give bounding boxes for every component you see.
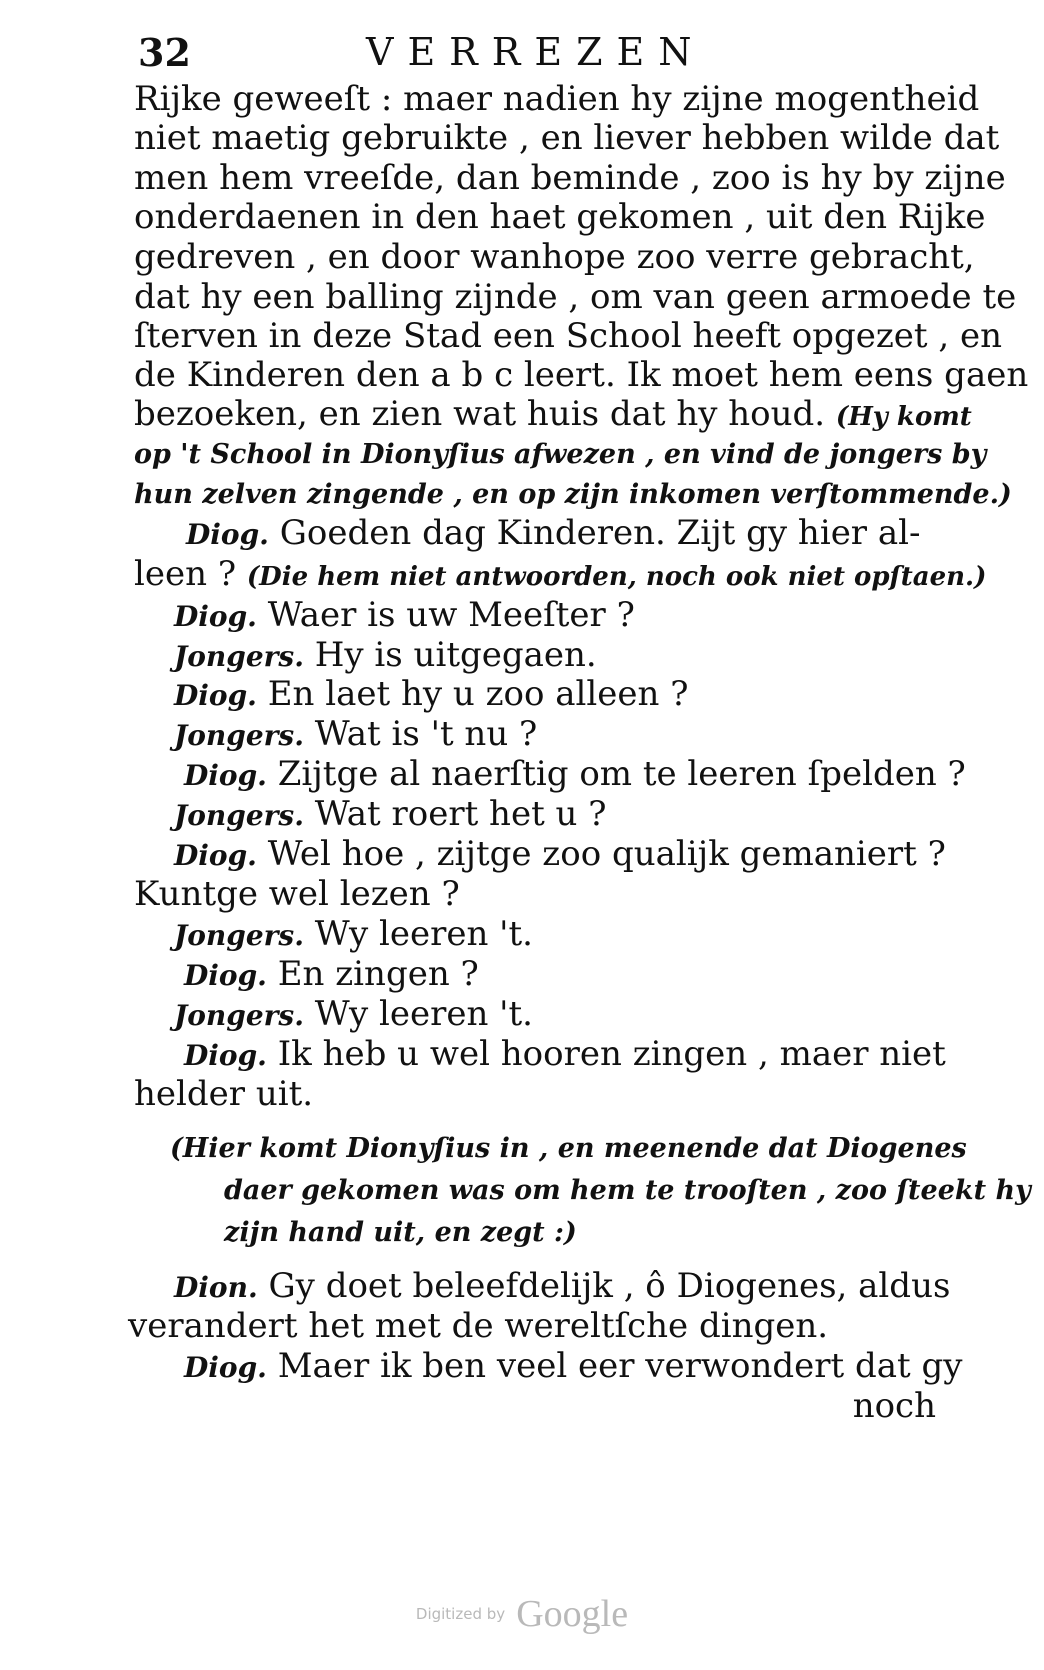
speaker-name: Diog. <box>174 839 257 872</box>
dialogue-line <box>0 913 1044 957</box>
text-line: onderdaenen in den haet gekomen , uit den Rijke <box>134 197 986 237</box>
stage-direction: (Die hem niet antwoorden, noch ook niet opſtaen.) <box>246 562 987 592</box>
speaker-name: Diog. <box>184 1039 267 1072</box>
stage-direction: zijn hand uit, en zegt :) <box>224 1217 577 1248</box>
speaker-name: Jongers. <box>174 919 304 952</box>
speaker-name: Diog. <box>186 518 269 551</box>
text-line: Rijke geweeſt : maer nadien hy zijne mogentheid <box>134 79 980 119</box>
running-title: VERREZEN <box>366 30 706 74</box>
speech-text: Wat is 't nu ? <box>314 714 538 754</box>
dialogue-line <box>0 673 1044 717</box>
dialogue-line <box>0 953 1044 997</box>
dialogue-line <box>0 553 1044 598</box>
speech-text: Maer ik ben veel eer verwondert dat gy <box>277 1346 963 1386</box>
stage-direction: hun zelven zingende , en op zijn inkomen verſtommende.) <box>134 479 1012 510</box>
dialogue-line <box>0 1265 1044 1309</box>
dialogue-line: Kuntge wel lezen ? <box>134 874 460 914</box>
text-line: niet maetig gebruikte , en liever hebben wilde dat <box>134 118 1000 158</box>
stage-direction: op 't School in Dionyſius afwezen , en vind de jongers by <box>134 439 987 470</box>
text-fragment: bezoeken, en zien wat huis dat hy houd. <box>134 394 826 434</box>
speech-text: En laet hy u zoo alleen ? <box>267 674 689 714</box>
speaker-name: Diog. <box>184 1351 267 1384</box>
dialogue-line <box>0 634 1044 678</box>
page-number: 32 <box>138 30 191 75</box>
speaker-name: Diog. <box>184 759 267 792</box>
dialogue-line <box>0 1345 1044 1389</box>
text-line: dat hy een balling zijnde , om van geen armoede te <box>134 277 1017 317</box>
google-logo: Google <box>516 1593 629 1635</box>
dialogue-line <box>0 1033 1044 1077</box>
speech-text: Wel hoe , zijtge zoo qualijk gemaniert ? <box>267 834 946 874</box>
text-line: ſterven in deze Stad een School heeft opgezet , en <box>134 316 1003 356</box>
speaker-name: Diog. <box>174 600 257 633</box>
dialogue-line <box>0 993 1044 1037</box>
speech-text: Wy leeren 't. <box>314 914 533 954</box>
speech-text: Hy is uitgegaen. <box>314 635 597 675</box>
text-line: de Kinderen den a b c leert. Ik moet hem eens gaen <box>134 355 1029 395</box>
speech-text: Gy doet beleefdelijk , ô Diogenes, aldus <box>268 1266 951 1306</box>
dialogue-line: verandert het met de wereltſche dingen. <box>128 1306 829 1346</box>
digitization-watermark <box>0 1592 1044 1636</box>
speaker-name: Jongers. <box>174 640 304 673</box>
speaker-name: Jongers. <box>174 799 304 832</box>
speech-text: Zijtge al naerſtig om te leeren ſpelden ? <box>277 754 966 794</box>
stage-direction: daer gekomen was om hem te trooſten , zoo ſteekt hy <box>224 1175 1031 1206</box>
speech-text: Goeden dag Kinderen. Zijt gy hier al- <box>279 513 921 553</box>
text-line: men hem vreeſde, dan beminde , zoo is hy by zijne <box>134 158 1006 198</box>
speaker-name: Diog. <box>174 679 257 712</box>
speech-text: Waer is uw Meeſter ? <box>267 595 635 635</box>
text-line <box>0 393 1044 438</box>
dialogue-line <box>0 793 1044 837</box>
stage-direction: (Hier komt Dionyſius in , en meenende dat Diogenes <box>170 1133 967 1164</box>
watermark-caption: Digitized by <box>415 1605 506 1623</box>
speaker-name: Dion. <box>174 1271 258 1304</box>
dialogue-line <box>0 594 1044 638</box>
speaker-name: Jongers. <box>174 999 304 1032</box>
dialogue-line <box>0 512 1044 556</box>
speech-text: Ik heb u wel hooren zingen , maer niet <box>277 1034 946 1074</box>
dialogue-line <box>0 713 1044 757</box>
speaker-name: Jongers. <box>174 719 304 752</box>
dialogue-line <box>0 753 1044 797</box>
speech-text: Wy leeren 't. <box>314 994 533 1034</box>
speaker-name: Diog. <box>184 959 267 992</box>
dialogue-line <box>0 833 1044 877</box>
speech-text: En zingen ? <box>277 954 479 994</box>
speech-text: leen ? <box>134 554 237 594</box>
dialogue-line: helder uit. <box>134 1074 314 1114</box>
text-line: gedreven , en door wanhope zoo verre gebracht, <box>134 237 975 277</box>
speech-text: Wat roert het u ? <box>314 794 607 834</box>
stage-direction: (Hy komt <box>835 402 972 432</box>
catchword: noch <box>852 1386 936 1426</box>
page-header <box>138 30 958 80</box>
